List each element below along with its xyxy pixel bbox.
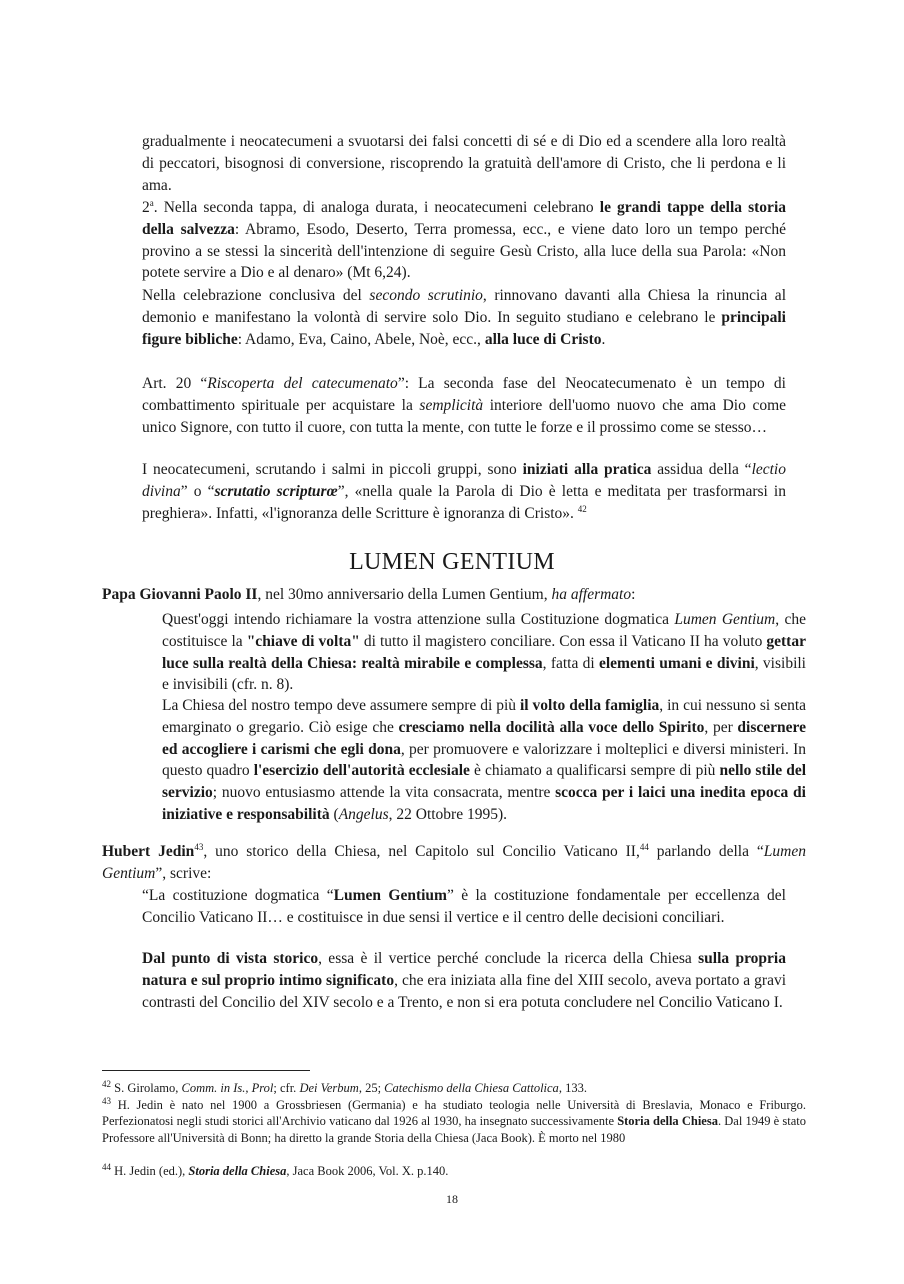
bold-italic-text: Storia della Chiesa: [188, 1164, 287, 1178]
footnote-number: 43: [102, 1095, 111, 1106]
bold-text: Lumen Gentium: [333, 887, 447, 904]
section-heading: LUMEN GENTIUM: [349, 549, 555, 575]
italic-text: Comm. in Is., Prol: [181, 1081, 274, 1095]
bold-text: alla luce di Cristo: [484, 330, 602, 348]
bold-text: Storia della Chiesa: [617, 1114, 718, 1129]
footnote-number: 44: [102, 1161, 111, 1172]
italic-text: Lumen Gentium: [102, 843, 806, 882]
bold-text: gettar luce sulla realtà della Chiesa: realtà mirabile e complessa: [162, 632, 806, 672]
paragraph-second-stage: [142, 197, 786, 284]
bold-text: "chiave di volta": [246, 632, 360, 650]
bold-text: cresciamo nella docilità alla voce dello Spirito: [398, 718, 705, 736]
paragraph-text: .: [601, 330, 606, 348]
italic-text: Dei Verbum: [299, 1081, 359, 1095]
paragraph-text: I neocatecumeni, scrutando i salmi in piccoli gruppi, sono: [142, 461, 523, 478]
bold-text: nello stile del servizio: [162, 762, 807, 802]
paragraph-text: . Nella seconda tappa, di analoga durata, i neocatecumeni celebrano: [153, 199, 600, 216]
footnote-text: H. Jedin è nato nel 1900 a Grossbriesen (Germania) e ha studiato teologia nelle Università di Breslavia, Monaco e Friburgo. Perfezionatosi negli studi storici all'Archivio vaticano dal 1926 al 1930, ha insegnato successivamente: [102, 1098, 806, 1129]
quote-text: ” è la costituzione fondamentale per eccellenza del Concilio Vaticano II… e costituisce in due sensi il vertice e il centro delle decisioni conciliari.: [142, 887, 786, 926]
footnote-43: [102, 1097, 806, 1146]
bold-text: l'esercizio dell'autorità ecclesiale: [253, 762, 470, 780]
paragraph-text: Nella celebrazione conclusiva del: [142, 287, 370, 304]
quote-punto-storico: [142, 948, 786, 1013]
footnote-42: [102, 1080, 806, 1096]
italic-text: semplicità: [419, 396, 484, 414]
paragraph-text: ”, scrive:: [155, 864, 212, 882]
paragraph-conversion: [142, 131, 786, 196]
bold-text: Dal punto di vista storico: [142, 950, 319, 967]
paragraph-text: ”: La seconda fase del Neocatecumenato è un tempo di combattimento spirituale per acquistare la: [142, 375, 786, 414]
quote-text: “La costituzione dogmatica “: [142, 887, 334, 904]
bold-text: elementi umani e divini: [598, 654, 755, 672]
paragraph-text: interiore dell'uomo nuovo che ama Dio come unico Signore, con tutto il cuore, con tutta la mente, con tutte le forze e il prossimo come se stesso…: [142, 396, 787, 436]
footnote-text: , Jaca Book 2006, Vol. X. p.140.: [286, 1164, 449, 1178]
footnote-ref-43: 43: [194, 841, 204, 852]
footnote-text: ; cfr.: [273, 1081, 300, 1095]
quote-text: , che era iniziata alla fine del XIII secolo, aveva portato a gravi contrasti del Concilio del XIV secolo e a Trento, e non si era potuta concludere nel Concilio Vaticano I.: [142, 971, 786, 1011]
footnote-text: . Dal 1949 è stato Professore all'Università di Bonn; ha diretto la grande Storia della Chiesa (Jaca Book). È morto nel 1980: [102, 1114, 806, 1145]
paragraph-lectio-divina: [142, 459, 786, 524]
footnote-ref-44: 44: [639, 841, 649, 852]
paragraph-text: : Adamo, Eva, Caino, Abele, Noè, ecc.,: [237, 330, 485, 348]
footnote-text: , 25;: [358, 1081, 385, 1095]
quote-text: , che costituisce la: [162, 611, 806, 650]
quote-lumen-gentium: [162, 609, 806, 696]
quote-text: , 22 Ottobre 1995).: [388, 805, 508, 823]
bold-text: Hubert Jedin: [102, 843, 195, 860]
paragraph-text: , uno storico della Chiesa, nel Capitolo sul Concilio Vaticano II,: [203, 843, 640, 860]
footnote-number: 42: [102, 1078, 111, 1089]
stage-number: 2: [142, 199, 150, 216]
footnote-separator: [102, 1070, 310, 1071]
bold-text: iniziati alla pratica: [522, 461, 652, 478]
paragraph-text: assidua della “: [651, 461, 752, 478]
quote-text: , per: [704, 718, 738, 736]
quote-text: , visibili e invisibili (cfr. n. 8).: [162, 654, 806, 694]
italic-text: Catechismo della Chiesa Cattolica: [384, 1081, 559, 1095]
paragraph-text: , rinnovano davanti alla Chiesa la rinuncia al demonio e manifestano la volontà di servire solo Dio. In seguito studiano e celebrano le: [142, 287, 786, 326]
bold-text: il volto della famiglia: [520, 697, 660, 714]
quote-text: , in cui nessuno si senta emarginato o gregario. Ciò esige che: [162, 697, 807, 736]
bold-text: principali figure bibliche: [142, 308, 786, 348]
paragraph-papa: [102, 584, 806, 606]
bold-text: le grandi tappe della storia della salvezza: [142, 199, 786, 238]
quote-text: (: [329, 805, 339, 823]
footnote-text: , 133.: [558, 1081, 587, 1095]
quote-text: di tutto il magistero conciliare. Con essa il Vaticano II ha voluto: [359, 632, 767, 650]
quote-chiesa-famiglia: [162, 695, 806, 826]
bold-text: sulla propria natura e sul proprio intimo significato: [142, 950, 786, 989]
page-number: 18: [446, 1192, 458, 1206]
italic-text: Riscoperta del catecumenato: [207, 375, 398, 392]
paragraph-text: ”, «nella quale la Parola di Dio è letta e meditata per trasformarsi in preghiera». Infatti, «l'ignoranza delle Scritture è ignoranza di Cristo».: [142, 482, 786, 522]
paragraph-jedin: [102, 841, 806, 885]
quote-text: ; nuovo entusiasmo attende la vita consacrata, mentre: [212, 784, 556, 802]
quote-text: , fatta di: [542, 654, 599, 672]
footnote-44: [102, 1163, 806, 1179]
footnote-ref-42: 42: [577, 503, 587, 514]
paragraph-text: : Abramo, Esodo, Deserto, Terra promessa, ecc., e viene dato loro un tempo perché provino a se stessi la sincerità dell'intenzione di seguire Gesù Cristo, alla luce della sua Parola: «Non potete servire a Dio e al denaro» (Mt 6,24).: [142, 220, 786, 282]
quote-text: Quest'oggi intendo richiamare la vostra attenzione sulla Costituzione dogmatica: [162, 611, 675, 628]
bold-italic-text: scrutatio scripturœ: [214, 482, 338, 500]
ordinal-superscript: a: [149, 197, 154, 208]
quote-text: La Chiesa del nostro tempo deve assumere sempre di più: [162, 697, 520, 714]
paragraph-text: gradualmente i neocatecumeni a svuotarsi dei falsi concetti di sé e di Dio ed a scendere alla loro realtà di peccatori, bisognosi di conversione, riscoprendo la gratuità dell'amore di Cristo, che li perdona e li ama.: [142, 133, 786, 194]
quote-costituzione-dogmatica: [142, 885, 786, 929]
footnote-text: H. Jedin (ed.),: [111, 1164, 189, 1178]
paragraph-text: , nel 30mo anniversario della Lumen Gentium,: [257, 586, 552, 603]
quote-text: , essa è il vertice perché conclude la ricerca della Chiesa: [318, 950, 699, 967]
paragraph-article-20: [142, 373, 786, 438]
paragraph-second-scrutiny: [142, 285, 786, 350]
quote-text: , per promuovere e valorizzare i molteplici e diversi ministeri. In questo quadro: [162, 740, 806, 780]
footnote-text: S. Girolamo,: [111, 1081, 182, 1095]
italic-text: ha affermato: [551, 586, 632, 603]
italic-text: lectio divina: [142, 461, 786, 500]
paragraph-text: ” o “: [180, 482, 215, 500]
italic-text: secondo scrutinio: [369, 287, 483, 304]
paragraph-text: parlando della “: [648, 843, 764, 860]
paragraph-text: Art. 20 “: [142, 375, 208, 392]
quote-text: è chiamato a qualificarsi sempre di più: [469, 762, 720, 780]
italic-text: Lumen Gentium: [674, 611, 776, 628]
bold-text: scocca per i laici una inedita epoca di iniziative e responsabilità: [162, 784, 806, 823]
paragraph-text: :: [631, 586, 636, 603]
italic-text: Angelus: [338, 805, 389, 823]
bold-text: discernere ed accogliere i carismi che egli dona: [162, 718, 806, 758]
bold-text: Papa Giovanni Paolo II: [102, 586, 258, 603]
